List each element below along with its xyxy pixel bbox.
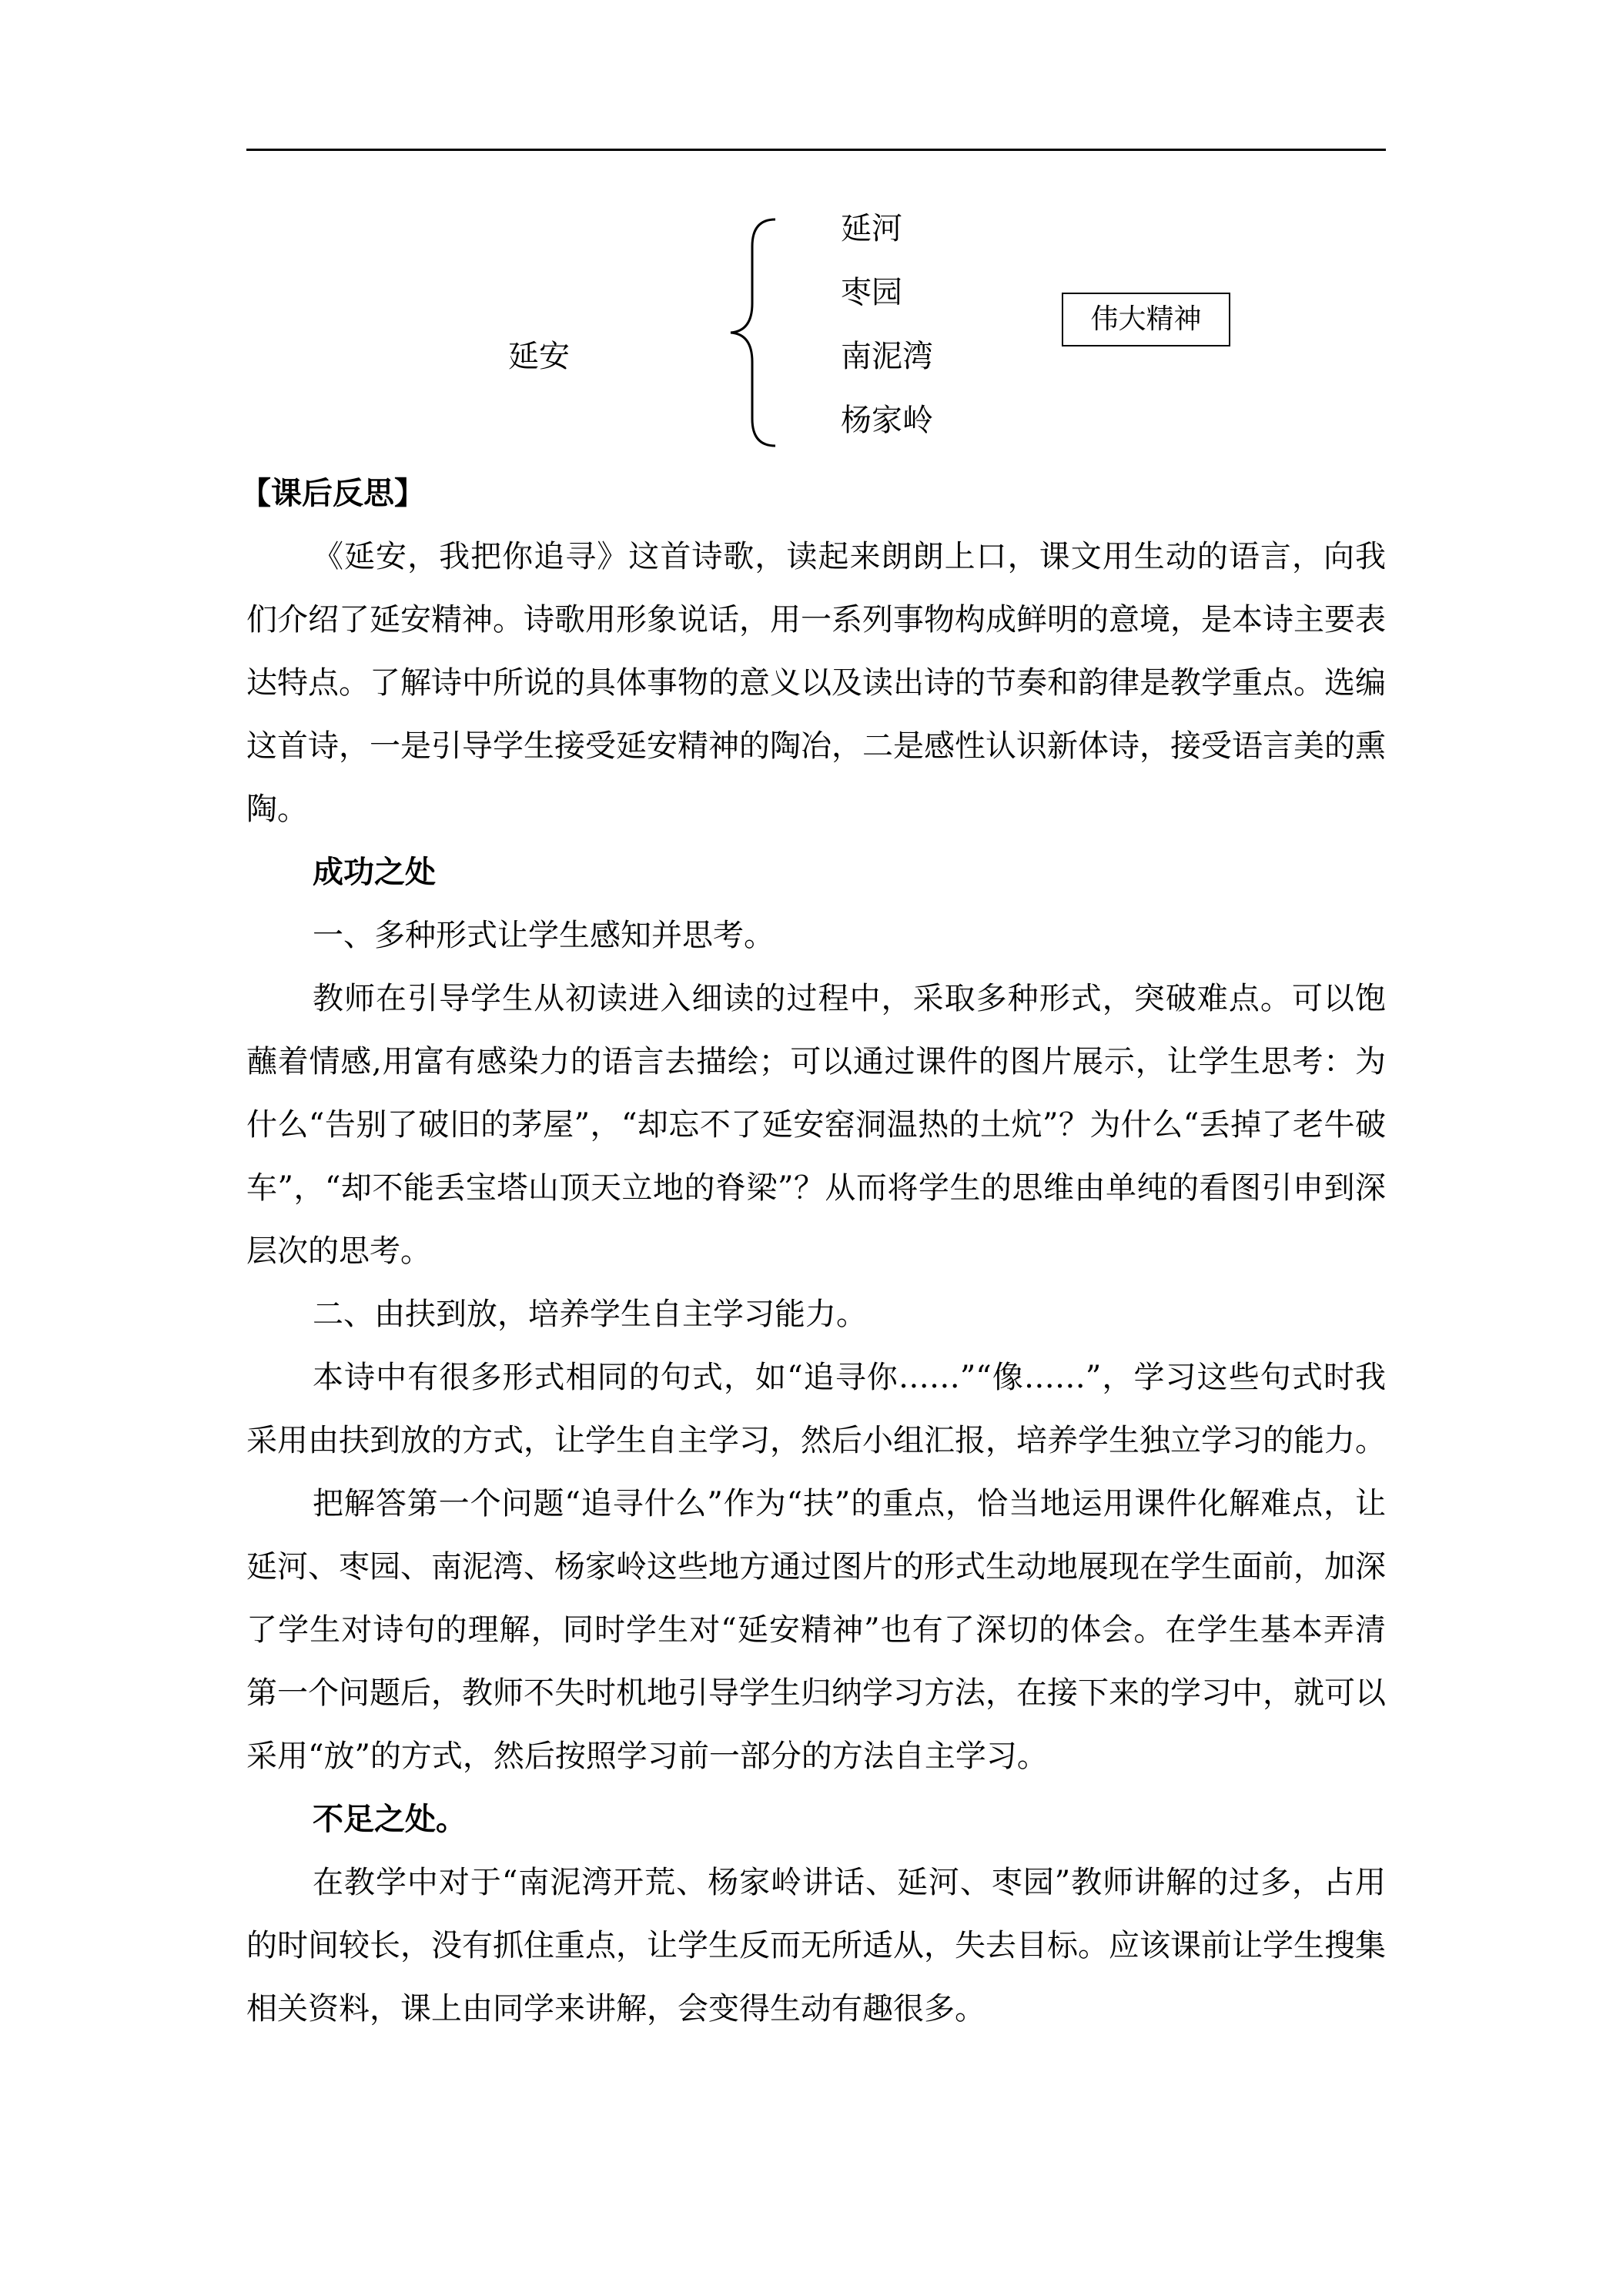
diagram-branch-nanniwan: 南泥湾	[841, 339, 933, 374]
diagram-branch-yanhe: 延河	[841, 211, 902, 246]
paragraph-intro: 《延安，我把你追寻》这首诗歌，读起来朗朗上口，课文用生动的语言，向我们介绍了延安精神。诗歌用形象说话，用一系列事物构成鲜明的意境，是本诗主要表达特点。了解诗中所说的具体事物的意义以及读出诗的节奏和韵律是教学重点。选编这首诗，一是引导学生接受延安精神的陶冶，二是感性认识新体诗，接受语言美的熏陶。	[246, 539, 1386, 827]
subheading-successes: 成功之处	[313, 854, 436, 890]
left-brace	[728, 217, 781, 448]
diagram-boxed-label: 伟大精神	[1062, 293, 1230, 346]
paragraph-point-two-b: 把解答第一个问题“追寻什么”作为“扶”的重点，恰当地运用课件化解难点，让延河、枣园、南泥湾、杨家岭这些地方通过图片的形式生动地展现在学生面前，加深了学生对诗句的理解，同时学生对“延安精神”也有了深切的体会。在学生基本弄清第一个问题后，教师不失时机地引导学生归纳学习方法，在接下来的学习中，就可以采用“放”的方式，然后按照学习前一部分的方法自主学习。	[246, 1486, 1386, 1774]
concept-diagram	[0, 0, 1623, 462]
paragraph-point-one: 教师在引导学生从初读进入细读的过程中，采取多种形式，突破难点。可以饱蘸着情感,用富有感染力的语言去描绘；可以通过课件的图片展示，让学生思考：为什么“告别了破旧的茅屋”，“却忘不了延安窑洞温热的土炕”？为什么“丢掉了老牛破车”，“却不能丢宝塔山顶天立地的脊梁”？从而将学生的思维由单纯的看图引申到深层次的思考。	[246, 981, 1386, 1269]
point-one-heading: 一、多种形式让学生感知并思考。	[313, 918, 775, 953]
subheading-shortcomings: 不足之处。	[313, 1801, 467, 1837]
diagram-branch-zaoyuan: 枣园	[841, 275, 902, 310]
point-two-heading: 二、由扶到放，培养学生自主学习能力。	[313, 1297, 867, 1332]
diagram-branch-yangjialing: 杨家岭	[841, 403, 933, 438]
diagram-root-label: 延安	[508, 339, 570, 374]
paragraph-point-two-a: 本诗中有很多形式相同的句式，如“追寻你……”“像……”，学习这些句式时我采用由扶到放的方式，让学生自主学习，然后小组汇报，培养学生独立学习的能力。	[246, 1360, 1386, 1458]
paragraph-shortcomings: 在教学中对于“南泥湾开荒、杨家岭讲话、延河、枣园”教师讲解的过多，占用的时间较长，没有抓住重点，让学生反而无所适从，失去目标。应该课前让学生搜集相关资料，课上由同学来讲解，会变得生动有趣很多。	[246, 1865, 1386, 2027]
reflection-section	[240, 462, 1386, 2040]
section-title: 【课后反思】	[240, 475, 425, 511]
